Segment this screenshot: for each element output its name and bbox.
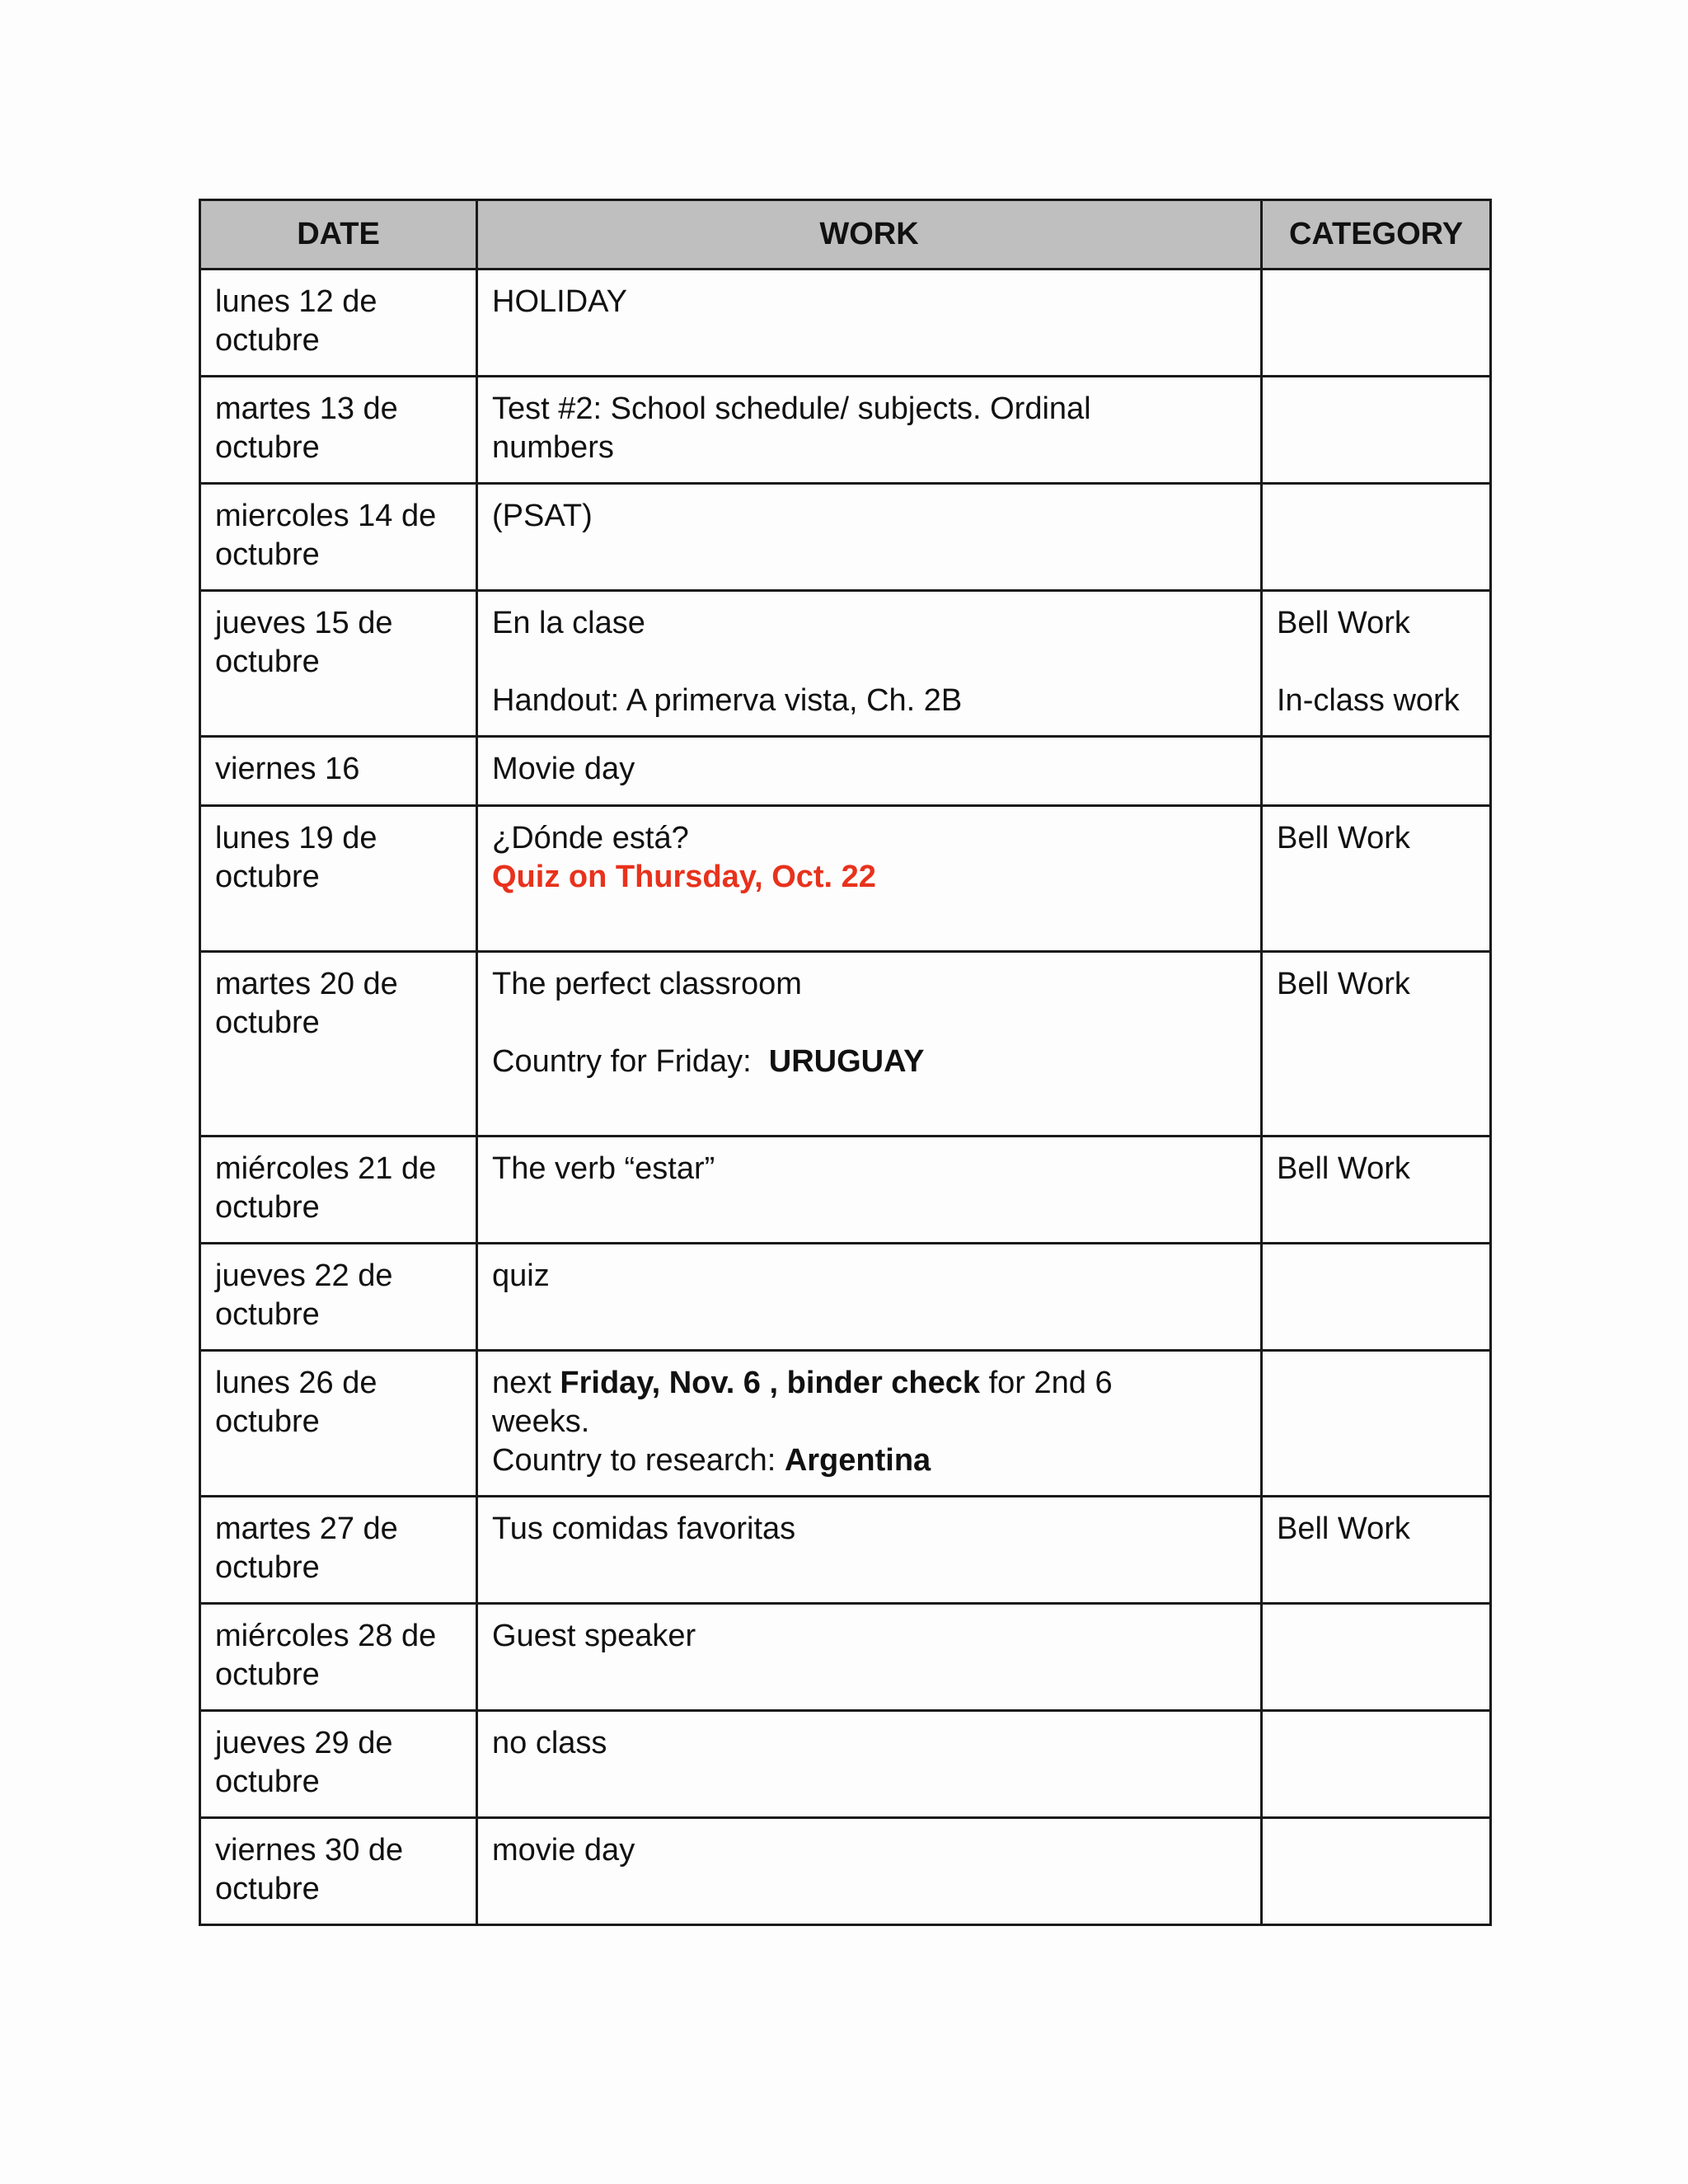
date-text: jueves 22 de xyxy=(215,1258,393,1293)
work-cell xyxy=(477,269,1262,377)
date-cell xyxy=(200,952,477,1137)
category-cell xyxy=(1262,1351,1491,1497)
category-cell xyxy=(1262,1818,1491,1925)
schedule-document xyxy=(199,199,1489,1926)
table-row xyxy=(200,269,1491,377)
table-row xyxy=(200,1137,1491,1244)
date-text: miércoles 28 de xyxy=(215,1619,437,1653)
date-text: viernes 30 de xyxy=(215,1833,404,1868)
table-row xyxy=(200,1351,1491,1497)
work-cell xyxy=(477,737,1262,806)
category-cell xyxy=(1262,1497,1491,1604)
header-work: WORK xyxy=(477,200,1262,269)
date-text: octubre xyxy=(215,430,320,465)
date-text: octubre xyxy=(215,644,320,679)
date-text: miércoles 21 de xyxy=(215,1151,437,1186)
category-text: In-class work xyxy=(1277,683,1460,718)
work-cell xyxy=(477,1244,1262,1351)
work-cell xyxy=(477,1351,1262,1497)
binder-check-line xyxy=(492,1364,1246,1403)
work-cell xyxy=(477,1137,1262,1244)
date-text: viernes 16 xyxy=(215,752,360,786)
table-row xyxy=(200,952,1491,1137)
country-line xyxy=(492,1441,1246,1480)
date-text: octubre xyxy=(215,537,320,572)
table-row xyxy=(200,1818,1491,1925)
date-cell xyxy=(200,1351,477,1497)
table-row xyxy=(200,1497,1491,1604)
work-text: Movie day xyxy=(492,752,635,786)
date-text: lunes 12 de xyxy=(215,284,377,319)
work-text: HOLIDAY xyxy=(492,284,628,319)
table-row xyxy=(200,1244,1491,1351)
date-cell xyxy=(200,269,477,377)
quiz-alert: Quiz on Thursday, Oct. 22 xyxy=(492,860,876,894)
work-cell xyxy=(477,1604,1262,1711)
work-cell xyxy=(477,1711,1262,1818)
category-cell xyxy=(1262,1244,1491,1351)
date-text: lunes 19 de xyxy=(215,821,377,855)
category-cell xyxy=(1262,1604,1491,1711)
work-text: Guest speaker xyxy=(492,1619,696,1653)
category-cell xyxy=(1262,377,1491,484)
table-row xyxy=(200,484,1491,591)
date-text: lunes 26 de xyxy=(215,1366,377,1400)
date-text: octubre xyxy=(215,1190,320,1225)
category-text: Bell Work xyxy=(1277,967,1410,1001)
work-cell xyxy=(477,377,1262,484)
table-row xyxy=(200,806,1491,952)
work-text: next xyxy=(492,1366,551,1400)
date-cell xyxy=(200,1137,477,1244)
category-cell xyxy=(1262,952,1491,1137)
work-text: numbers xyxy=(492,430,614,465)
date-text: octubre xyxy=(215,860,320,894)
date-cell xyxy=(200,1604,477,1711)
work-text: The perfect classroom xyxy=(492,967,802,1001)
category-text: Bell Work xyxy=(1277,606,1410,640)
date-text: octubre xyxy=(215,1297,320,1332)
work-text: weeks. xyxy=(492,1404,590,1439)
work-cell xyxy=(477,484,1262,591)
date-text: octubre xyxy=(215,1550,320,1585)
header-category: CATEGORY xyxy=(1262,200,1491,269)
date-text: martes 13 de xyxy=(215,391,398,426)
category-text: Bell Work xyxy=(1277,1151,1410,1186)
category-cell xyxy=(1262,269,1491,377)
date-cell xyxy=(200,1711,477,1818)
work-text: Test #2: School schedule/ subjects. Ordinal xyxy=(492,391,1091,426)
category-cell xyxy=(1262,591,1491,737)
work-text: no class xyxy=(492,1726,607,1760)
category-cell xyxy=(1262,737,1491,806)
date-text: octubre xyxy=(215,1765,320,1799)
date-cell xyxy=(200,1818,477,1925)
table-row xyxy=(200,1711,1491,1818)
country-name: URUGUAY xyxy=(768,1044,925,1079)
category-text: Bell Work xyxy=(1277,1511,1410,1546)
schedule-table xyxy=(199,199,1492,1926)
date-text: octubre xyxy=(215,1404,320,1439)
work-text: (PSAT) xyxy=(492,499,593,533)
category-cell xyxy=(1262,484,1491,591)
date-text: jueves 15 de xyxy=(215,606,393,640)
work-cell xyxy=(477,1818,1262,1925)
table-row xyxy=(200,1604,1491,1711)
date-cell xyxy=(200,1497,477,1604)
date-text: martes 27 de xyxy=(215,1511,398,1546)
date-cell xyxy=(200,1244,477,1351)
work-text: movie day xyxy=(492,1833,635,1868)
work-text: Tus comidas favoritas xyxy=(492,1511,796,1546)
date-cell xyxy=(200,591,477,737)
date-text: octubre xyxy=(215,1005,320,1040)
work-cell xyxy=(477,1497,1262,1604)
binder-check-date: Friday, Nov. 6 , binder check xyxy=(560,1366,981,1400)
work-text: The verb “estar” xyxy=(492,1151,715,1186)
work-text: quiz xyxy=(492,1258,550,1293)
work-text: En la clase xyxy=(492,606,645,640)
work-cell xyxy=(477,806,1262,952)
date-text: octubre xyxy=(215,323,320,358)
date-text: octubre xyxy=(215,1872,320,1906)
table-row xyxy=(200,377,1491,484)
country-name: Argentina xyxy=(784,1443,931,1478)
category-cell xyxy=(1262,1711,1491,1818)
date-cell xyxy=(200,484,477,591)
date-cell xyxy=(200,806,477,952)
date-text: jueves 29 de xyxy=(215,1726,393,1760)
country-label: Country for Friday: xyxy=(492,1044,752,1079)
work-text: ¿Dónde está? xyxy=(492,821,689,855)
date-cell xyxy=(200,737,477,806)
header-date: DATE xyxy=(200,200,477,269)
category-cell xyxy=(1262,1137,1491,1244)
category-cell xyxy=(1262,806,1491,952)
date-text: martes 20 de xyxy=(215,967,398,1001)
header-row xyxy=(200,200,1491,269)
date-text: octubre xyxy=(215,1657,320,1692)
table-row xyxy=(200,737,1491,806)
work-cell xyxy=(477,591,1262,737)
table-row xyxy=(200,591,1491,737)
country-line xyxy=(492,1043,1246,1081)
work-text: for 2nd 6 xyxy=(988,1366,1113,1400)
work-cell xyxy=(477,952,1262,1137)
category-text: Bell Work xyxy=(1277,821,1410,855)
country-label: Country to research: xyxy=(492,1443,776,1478)
date-cell xyxy=(200,377,477,484)
work-text: Handout: A primerva vista, Ch. 2B xyxy=(492,683,963,718)
date-text: miercoles 14 de xyxy=(215,499,437,533)
